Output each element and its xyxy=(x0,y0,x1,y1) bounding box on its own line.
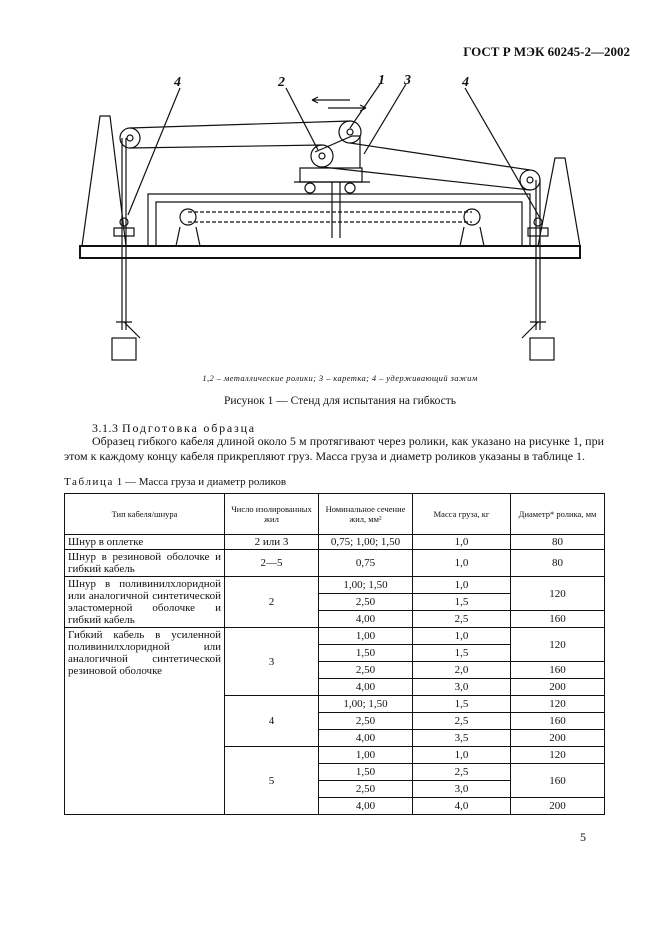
figure-label-3: 3 xyxy=(404,73,411,88)
cell-diameter: 120 xyxy=(511,747,605,764)
cell-diameter: 200 xyxy=(511,730,605,747)
cell-cores: 2—5 xyxy=(225,550,319,577)
document-header: ГОСТ Р МЭК 60245-2—2002 xyxy=(463,44,630,59)
figure-label-2: 2 xyxy=(278,75,285,90)
table-header-row xyxy=(65,494,605,535)
cell-section: 1,00; 1,50 xyxy=(319,577,413,594)
cell-mass: 2,5 xyxy=(413,611,511,628)
cell-diameter: 80 xyxy=(511,535,605,550)
cell-mass: 1,0 xyxy=(413,577,511,594)
cell-section: 1,00 xyxy=(319,628,413,645)
cell-type: Шнур в резиновой оболочке и гибкий кабель xyxy=(65,550,225,577)
table-row xyxy=(65,535,605,550)
cell-mass: 1,0 xyxy=(413,550,511,577)
cell-section: 2,50 xyxy=(319,662,413,679)
cell-cores: 5 xyxy=(225,747,319,815)
table-caption-text: 1 — Масса груза и диаметр роликов xyxy=(116,476,287,488)
cell-mass: 3,0 xyxy=(413,679,511,696)
cell-diameter: 160 xyxy=(511,662,605,679)
header-type: Тип кабеля/шнура xyxy=(65,494,225,535)
weights-table xyxy=(64,493,605,815)
cell-section: 2,50 xyxy=(319,713,413,730)
section-number: 3.1.3 xyxy=(92,421,119,435)
cell-diameter: 80 xyxy=(511,550,605,577)
cell-diameter: 160 xyxy=(511,611,605,628)
figure-caption: Рисунок 1 — Стенд для испытания на гибкость xyxy=(223,395,457,407)
table-row xyxy=(65,577,605,594)
header-mass: Масса груза, кг xyxy=(413,494,511,535)
cell-mass: 3,0 xyxy=(413,781,511,798)
cell-diameter: 120 xyxy=(511,696,605,713)
cell-diameter: 160 xyxy=(511,764,605,798)
cell-mass: 2,5 xyxy=(413,713,511,730)
cell-section: 0,75 xyxy=(319,550,413,577)
cell-diameter: 160 xyxy=(511,713,605,730)
cell-section: 1,00 xyxy=(319,747,413,764)
cell-section: 2,50 xyxy=(319,781,413,798)
cell-mass: 2,5 xyxy=(413,764,511,781)
figure-label-4-left: 4 xyxy=(174,75,181,90)
test-rig-figure xyxy=(60,70,600,370)
cell-section: 1,50 xyxy=(319,764,413,781)
cell-section: 1,00; 1,50 xyxy=(319,696,413,713)
cell-mass: 4,0 xyxy=(413,798,511,815)
cell-mass: 1,0 xyxy=(413,628,511,645)
cell-section: 4,00 xyxy=(319,730,413,747)
table-caption xyxy=(64,476,286,488)
figure-legend: 1,2 – металлические ролики; 3 – каретка; 4 – удерживающий зажим xyxy=(202,373,478,383)
page-number: 5 xyxy=(580,830,586,844)
figure-label-4-right: 4 xyxy=(462,75,469,90)
cell-section: 4,00 xyxy=(319,798,413,815)
cell-type: Гибкий кабель в усиленной поливинилхлоридной или аналогичной синтетической резиновой оболочке xyxy=(65,628,225,815)
header-cores: Число изолированных жил xyxy=(225,494,319,535)
cell-cores: 3 xyxy=(225,628,319,696)
table-row xyxy=(65,628,605,645)
cell-mass: 1,0 xyxy=(413,747,511,764)
cell-type: Шнур в оплетке xyxy=(65,535,225,550)
cell-cores: 4 xyxy=(225,696,319,747)
body-paragraph: Образец гибкого кабеля длиной около 5 м протягивают через ролики, как указано на рисунке 1, при этом к каждому концу кабеля прикрепляют груз. Масса груза и диаметр роликов указаны в таблице 1. xyxy=(64,434,604,463)
cell-diameter: 120 xyxy=(511,628,605,662)
cell-section: 4,00 xyxy=(319,679,413,696)
cell-diameter: 200 xyxy=(511,798,605,815)
cell-mass: 1,0 xyxy=(413,535,511,550)
cell-mass: 1,5 xyxy=(413,696,511,713)
cell-mass: 3,5 xyxy=(413,730,511,747)
cell-section: 2,50 xyxy=(319,594,413,611)
figure-label-1: 1 xyxy=(378,73,385,88)
table-row xyxy=(65,550,605,577)
section-title: Подготовка образца xyxy=(122,421,256,435)
cell-type: Шнур в поливинилхлоридной или аналогичной синтетической эластомерной оболочке и гибкий кабель xyxy=(65,577,225,628)
cell-section: 1,50 xyxy=(319,645,413,662)
table-caption-label: Таблица xyxy=(64,476,114,488)
cell-section: 4,00 xyxy=(319,611,413,628)
cell-cores: 2 или 3 xyxy=(225,535,319,550)
cell-section: 0,75; 1,00; 1,50 xyxy=(319,535,413,550)
cell-mass: 1,5 xyxy=(413,645,511,662)
cell-diameter: 120 xyxy=(511,577,605,611)
cell-cores: 2 xyxy=(225,577,319,628)
cell-mass: 1,5 xyxy=(413,594,511,611)
cell-mass: 2,0 xyxy=(413,662,511,679)
cell-diameter: 200 xyxy=(511,679,605,696)
header-diameter: Диаметр* ролика, мм xyxy=(511,494,605,535)
header-section: Номинальное сечение жил, мм² xyxy=(319,494,413,535)
